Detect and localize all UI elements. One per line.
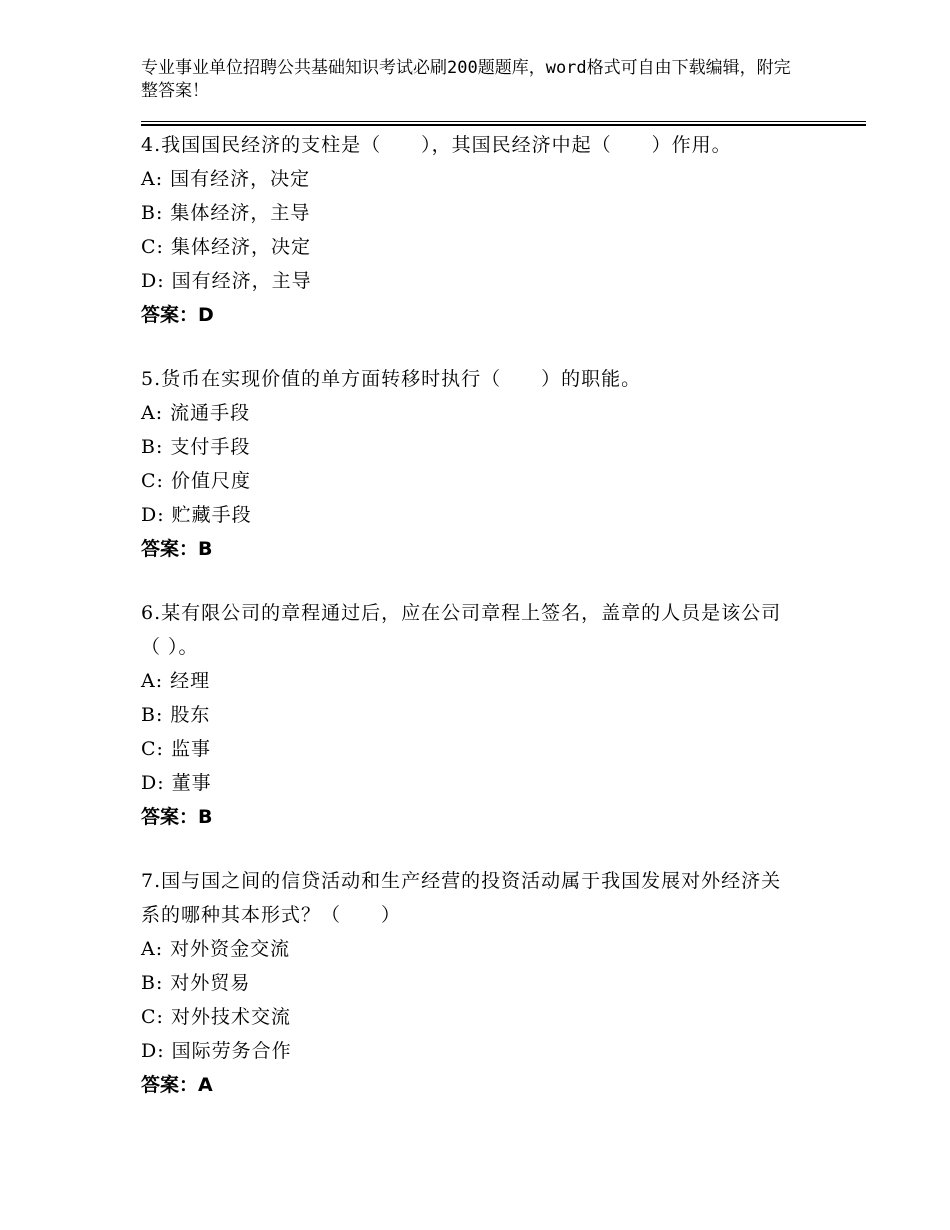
- header-rule-thick: [141, 124, 866, 126]
- answer-line: 答案：B: [141, 538, 213, 560]
- question-text: 6.某有限公司的章程通过后，应在公司章程上签名，盖章的人员是该公司（ ）。: [141, 602, 782, 658]
- question-text: 7.国与国之间的信贷活动和生产经营的投资活动属于我国发展对外经济关系的哪种其本形式？（ ）: [141, 870, 782, 926]
- answer-line: 答案：A: [141, 1074, 213, 1096]
- question-6: [141, 596, 801, 834]
- option-c: C: 监事: [141, 738, 211, 760]
- question-text: 5.货币在实现价值的单方面转移时执行（ ）的职能。: [141, 368, 642, 390]
- option-a: A: 国有经济，决定: [141, 168, 311, 190]
- option-c: C: 集体经济，决定: [141, 236, 311, 258]
- option-c: C: 价值尺度: [141, 470, 251, 492]
- option-d: D: 国有经济，主导: [141, 270, 312, 292]
- answer-line: 答案：B: [141, 806, 213, 828]
- document-header: 专业事业单位招聘公共基础知识考试必刷200题题库，word格式可自由下载编辑，附完整答案！: [141, 58, 791, 101]
- option-b: B: 支付手段: [141, 436, 251, 458]
- option-a: A: 对外资金交流: [141, 938, 291, 960]
- option-d: D: 贮藏手段: [141, 504, 252, 526]
- question-text: 4.我国国民经济的支柱是（ ），其国民经济中起（ ）作用。: [141, 134, 732, 156]
- option-c: C: 对外技术交流: [141, 1006, 291, 1028]
- header-rule-thin: [141, 121, 866, 122]
- question-list: [141, 128, 801, 1132]
- question-7: [141, 864, 801, 1102]
- option-b: B: 集体经济，主导: [141, 202, 311, 224]
- question-4: [141, 128, 801, 332]
- option-d: D: 国际劳务合作: [141, 1040, 292, 1062]
- question-5: [141, 362, 801, 566]
- option-b: B: 股东: [141, 704, 211, 726]
- answer-line: 答案：D: [141, 304, 214, 326]
- option-b: B: 对外贸易: [141, 972, 251, 994]
- option-a: A: 经理: [141, 670, 211, 692]
- option-a: A: 流通手段: [141, 402, 251, 424]
- option-d: D: 董事: [141, 772, 212, 794]
